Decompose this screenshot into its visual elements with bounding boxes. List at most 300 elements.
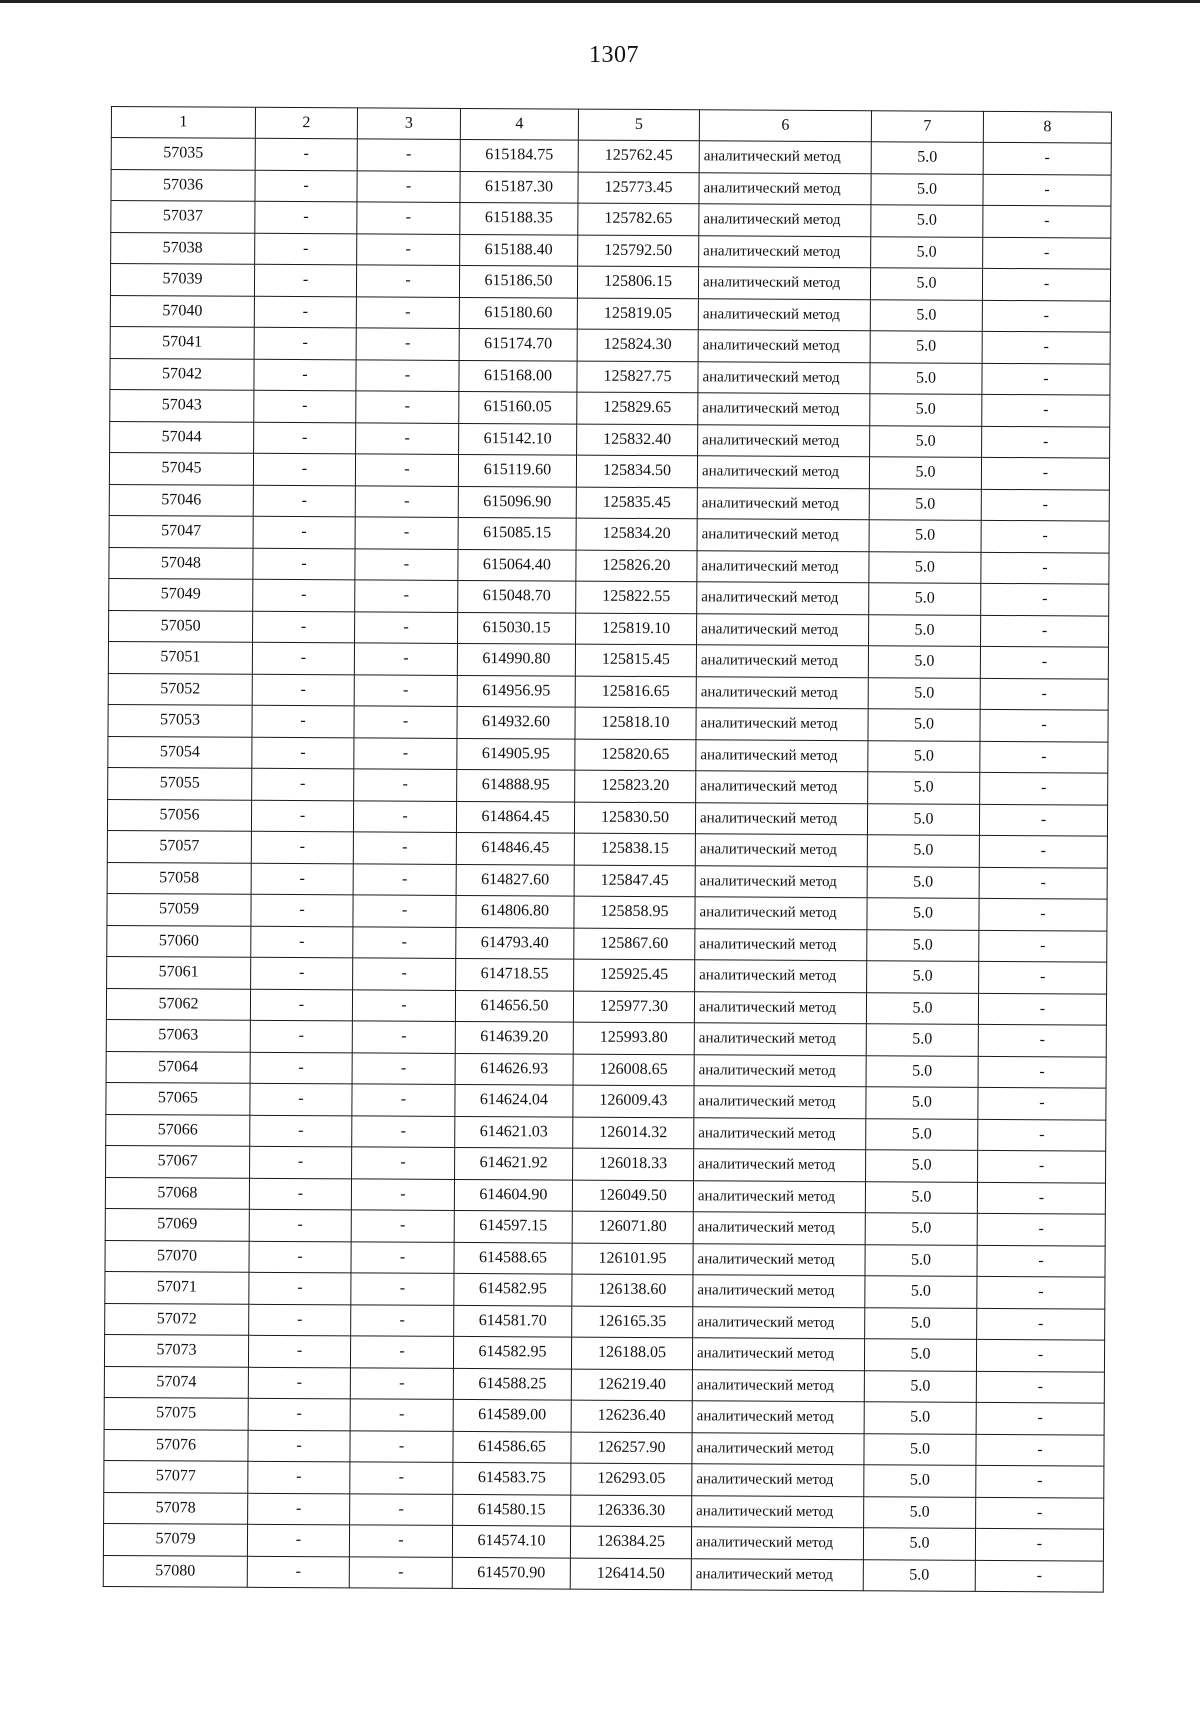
point-number-cell: 57057 (107, 830, 251, 862)
point-number-cell: 57070 (105, 1240, 249, 1272)
col8-cell: - (981, 457, 1109, 489)
point-number-cell: 57054 (108, 736, 252, 768)
col2-cell: - (252, 737, 354, 769)
column-header: 8 (983, 111, 1111, 143)
accuracy-cell: 5.0 (867, 803, 979, 835)
point-number-cell: 57051 (108, 641, 252, 673)
accuracy-cell: 5.0 (864, 1370, 976, 1402)
x-coordinate-cell: 614846.45 (456, 832, 574, 864)
point-number-cell: 57055 (108, 767, 252, 799)
x-coordinate-cell: 615096.90 (458, 486, 576, 518)
x-coordinate-cell: 614718.55 (456, 958, 574, 990)
point-number-cell: 57044 (110, 421, 254, 453)
col3-cell: - (354, 769, 457, 801)
col8-cell: - (982, 363, 1110, 395)
point-number-cell: 57063 (106, 1019, 250, 1051)
x-coordinate-cell: 614589.00 (453, 1399, 571, 1431)
point-number-cell: 57037 (111, 201, 255, 233)
y-coordinate-cell: 125858.95 (574, 896, 695, 928)
col3-cell: - (351, 1273, 454, 1305)
x-coordinate-cell: 615142.10 (459, 423, 577, 455)
method-cell: аналитический метод (695, 928, 867, 960)
point-number-cell: 57045 (109, 452, 253, 484)
col8-cell: - (978, 1024, 1106, 1056)
y-coordinate-cell: 125925.45 (574, 959, 695, 991)
col8-cell: - (982, 331, 1110, 363)
col2-cell: - (250, 1146, 352, 1178)
point-number-cell: 57068 (105, 1177, 249, 1209)
accuracy-cell: 5.0 (866, 1087, 978, 1119)
col2-cell: - (254, 359, 356, 391)
col2-cell: - (255, 201, 357, 233)
point-number-cell: 57053 (108, 704, 252, 736)
x-coordinate-cell: 614864.45 (456, 801, 574, 833)
col2-cell: - (248, 1493, 350, 1525)
accuracy-cell: 5.0 (870, 394, 982, 426)
accuracy-cell: 5.0 (871, 173, 983, 205)
col2-cell: - (251, 957, 353, 989)
point-number-cell: 57062 (106, 988, 250, 1020)
col2-cell: - (248, 1461, 350, 1493)
point-number-cell: 57079 (103, 1523, 247, 1555)
accuracy-cell: 5.0 (865, 1244, 977, 1276)
col8-cell: - (976, 1371, 1104, 1403)
col2-cell: - (247, 1556, 349, 1588)
col2-cell: - (248, 1398, 350, 1430)
point-number-cell: 57058 (107, 862, 251, 894)
y-coordinate-cell: 125782.65 (578, 203, 699, 235)
y-coordinate-cell: 125829.65 (577, 392, 698, 424)
point-number-cell: 57073 (104, 1334, 248, 1366)
accuracy-cell: 5.0 (867, 929, 979, 961)
point-number-cell: 57069 (105, 1208, 249, 1240)
y-coordinate-cell: 125867.60 (574, 928, 695, 960)
col8-cell: - (978, 1056, 1106, 1088)
x-coordinate-cell: 615174.70 (459, 328, 577, 360)
accuracy-cell: 5.0 (868, 709, 980, 741)
y-coordinate-cell: 125762.45 (578, 140, 699, 172)
accuracy-cell: 5.0 (870, 331, 982, 363)
x-coordinate-cell: 615085.15 (458, 517, 576, 549)
x-coordinate-cell: 615030.15 (458, 612, 576, 644)
col8-cell: - (976, 1402, 1104, 1434)
x-coordinate-cell: 614621.92 (455, 1147, 573, 1179)
y-coordinate-cell: 125822.55 (576, 581, 697, 613)
method-cell: аналитический метод (698, 330, 870, 362)
col2-cell: - (251, 800, 353, 832)
point-number-cell: 57047 (109, 515, 253, 547)
y-coordinate-cell: 125993.80 (573, 1022, 694, 1054)
accuracy-cell: 5.0 (871, 142, 983, 174)
table-row (103, 1555, 1103, 1592)
point-number-cell: 57052 (108, 673, 252, 705)
col2-cell: - (247, 1524, 349, 1556)
col8-cell: - (977, 1276, 1105, 1308)
method-cell: аналитический метод (692, 1464, 864, 1496)
col8-cell: - (977, 1213, 1105, 1245)
col3-cell: - (352, 1021, 455, 1053)
col2-cell: - (251, 863, 353, 895)
point-number-cell: 57075 (104, 1397, 248, 1429)
accuracy-cell: 5.0 (867, 866, 979, 898)
y-coordinate-cell: 126293.05 (571, 1463, 692, 1495)
x-coordinate-cell: 614586.65 (453, 1431, 571, 1463)
y-coordinate-cell: 125830.50 (574, 802, 695, 834)
y-coordinate-cell: 125977.30 (573, 991, 694, 1023)
point-number-cell: 57048 (109, 547, 253, 579)
col2-cell: - (254, 327, 356, 359)
col3-cell: - (356, 265, 459, 297)
point-number-cell: 57065 (106, 1082, 250, 1114)
y-coordinate-cell: 126236.40 (571, 1400, 692, 1432)
column-header: 7 (871, 111, 983, 143)
accuracy-cell: 5.0 (870, 362, 982, 394)
x-coordinate-cell: 614604.90 (454, 1179, 572, 1211)
accuracy-cell: 5.0 (868, 772, 980, 804)
table-body (103, 138, 1111, 1593)
col8-cell: - (982, 300, 1110, 332)
method-cell: аналитический метод (694, 1086, 866, 1118)
col8-cell: - (975, 1528, 1103, 1560)
method-cell: аналитический метод (698, 424, 870, 456)
y-coordinate-cell: 126257.90 (571, 1432, 692, 1464)
x-coordinate-cell: 614583.75 (453, 1462, 571, 1494)
col3-cell: - (352, 1084, 455, 1116)
method-cell: аналитический метод (699, 235, 871, 267)
point-number-cell: 57038 (111, 232, 255, 264)
col3-cell: - (354, 737, 457, 769)
y-coordinate-cell: 125819.10 (576, 613, 697, 645)
point-number-cell: 57066 (106, 1114, 250, 1146)
col8-cell: - (976, 1339, 1104, 1371)
col3-cell: - (352, 1052, 455, 1084)
method-cell: аналитический метод (699, 141, 871, 173)
method-cell: аналитический метод (696, 645, 868, 677)
col8-cell: - (978, 1119, 1106, 1151)
accuracy-cell: 5.0 (870, 268, 982, 300)
col3-cell: - (355, 611, 458, 643)
col3-cell: - (357, 139, 460, 171)
col3-cell: - (354, 643, 457, 675)
col2-cell: - (253, 516, 355, 548)
col8-cell: - (977, 1308, 1105, 1340)
col2-cell: - (249, 1304, 351, 1336)
method-cell: аналитический метод (692, 1401, 864, 1433)
col3-cell: - (350, 1336, 453, 1368)
col2-cell: - (249, 1178, 351, 1210)
col3-cell: - (354, 706, 457, 738)
method-cell: аналитический метод (694, 991, 866, 1023)
col3-cell: - (350, 1462, 453, 1494)
x-coordinate-cell: 614827.60 (456, 864, 574, 896)
col2-cell: - (248, 1367, 350, 1399)
col3-cell: - (353, 863, 456, 895)
y-coordinate-cell: 125818.10 (575, 707, 696, 739)
method-cell: аналитический метод (693, 1180, 865, 1212)
column-header: 4 (460, 108, 578, 140)
x-coordinate-cell: 614624.04 (455, 1084, 573, 1116)
y-coordinate-cell: 126018.33 (573, 1148, 694, 1180)
accuracy-cell: 5.0 (868, 646, 980, 678)
accuracy-cell: 5.0 (869, 488, 981, 520)
y-coordinate-cell: 126008.65 (573, 1054, 694, 1086)
col3-cell: - (357, 202, 460, 234)
y-coordinate-cell: 126219.40 (571, 1369, 692, 1401)
x-coordinate-cell: 614806.80 (456, 895, 574, 927)
y-coordinate-cell: 125816.65 (575, 676, 696, 708)
y-coordinate-cell: 125832.40 (577, 424, 698, 456)
method-cell: аналитический метод (697, 487, 869, 519)
y-coordinate-cell: 126049.50 (572, 1180, 693, 1212)
col8-cell: - (979, 835, 1107, 867)
column-header: 6 (699, 110, 871, 142)
y-coordinate-cell: 125773.45 (578, 172, 699, 204)
col3-cell: - (352, 1147, 455, 1179)
accuracy-cell: 5.0 (870, 425, 982, 457)
col3-cell: - (353, 926, 456, 958)
x-coordinate-cell: 614621.03 (455, 1116, 573, 1148)
y-coordinate-cell: 125847.45 (574, 865, 695, 897)
col2-cell: - (249, 1241, 351, 1273)
col2-cell: - (253, 548, 355, 580)
point-number-cell: 57042 (110, 358, 254, 390)
col2-cell: - (253, 485, 355, 517)
col2-cell: - (254, 390, 356, 422)
method-cell: аналитический метод (699, 172, 871, 204)
method-cell: аналитический метод (697, 613, 869, 645)
y-coordinate-cell: 125819.05 (577, 298, 698, 330)
point-number-cell: 57039 (110, 264, 254, 296)
col2-cell: - (253, 579, 355, 611)
col3-cell: - (350, 1493, 453, 1525)
col8-cell: - (981, 489, 1109, 521)
col2-cell: - (250, 1052, 352, 1084)
col8-cell: - (980, 615, 1108, 647)
col8-cell: - (980, 709, 1108, 741)
accuracy-cell: 5.0 (868, 614, 980, 646)
method-cell: аналитический метод (698, 298, 870, 330)
point-number-cell: 57072 (105, 1303, 249, 1335)
x-coordinate-cell: 614932.60 (457, 706, 575, 738)
accuracy-cell: 5.0 (867, 961, 979, 993)
accuracy-cell: 5.0 (864, 1465, 976, 1497)
y-coordinate-cell: 126188.05 (571, 1337, 692, 1369)
point-number-cell: 57078 (104, 1492, 248, 1524)
col8-cell: - (981, 583, 1109, 615)
point-number-cell: 57050 (109, 610, 253, 642)
col2-cell: - (249, 1272, 351, 1304)
coordinates-table (103, 106, 1112, 1593)
col2-cell: - (255, 138, 357, 170)
col3-cell: - (349, 1556, 452, 1588)
point-number-cell: 57046 (109, 484, 253, 516)
point-number-cell: 57040 (110, 295, 254, 327)
col8-cell: - (979, 898, 1107, 930)
accuracy-cell: 5.0 (865, 1213, 977, 1245)
method-cell: аналитический метод (698, 267, 870, 299)
accuracy-cell: 5.0 (864, 1433, 976, 1465)
accuracy-cell: 5.0 (864, 1496, 976, 1528)
accuracy-cell: 5.0 (869, 583, 981, 615)
col3-cell: - (350, 1430, 453, 1462)
accuracy-cell: 5.0 (863, 1528, 975, 1560)
col2-cell: - (255, 170, 357, 202)
col2-cell: - (252, 642, 354, 674)
point-number-cell: 57035 (111, 138, 255, 170)
col8-cell: - (979, 930, 1107, 962)
col2-cell: - (252, 705, 354, 737)
x-coordinate-cell: 614588.25 (453, 1368, 571, 1400)
x-coordinate-cell: 615160.05 (459, 391, 577, 423)
column-header: 2 (255, 107, 357, 139)
x-coordinate-cell: 614793.40 (456, 927, 574, 959)
accuracy-cell: 5.0 (867, 835, 979, 867)
accuracy-cell: 5.0 (865, 1276, 977, 1308)
method-cell: аналитический метод (694, 1117, 866, 1149)
col8-cell: - (980, 772, 1108, 804)
col2-cell: - (248, 1430, 350, 1462)
method-cell: аналитический метод (695, 834, 867, 866)
col3-cell: - (353, 895, 456, 927)
point-number-cell: 57059 (107, 893, 251, 925)
col3-cell: - (355, 454, 458, 486)
col8-cell: - (982, 426, 1110, 458)
col3-cell: - (352, 1115, 455, 1147)
col3-cell: - (351, 1304, 454, 1336)
x-coordinate-cell: 614888.95 (457, 769, 575, 801)
y-coordinate-cell: 126414.50 (570, 1558, 691, 1590)
accuracy-cell: 5.0 (869, 551, 981, 583)
col8-cell: - (980, 678, 1108, 710)
y-coordinate-cell: 125835.45 (576, 487, 697, 519)
accuracy-cell: 5.0 (871, 205, 983, 237)
x-coordinate-cell: 614990.80 (457, 643, 575, 675)
col2-cell: - (248, 1335, 350, 1367)
x-coordinate-cell: 615180.60 (459, 297, 577, 329)
accuracy-cell: 5.0 (864, 1339, 976, 1371)
col8-cell: - (976, 1497, 1104, 1529)
col8-cell: - (975, 1560, 1103, 1592)
y-coordinate-cell: 126009.43 (573, 1085, 694, 1117)
col2-cell: - (254, 296, 356, 328)
x-coordinate-cell: 614956.95 (457, 675, 575, 707)
col8-cell: - (978, 993, 1106, 1025)
col8-cell: - (978, 1087, 1106, 1119)
col3-cell: - (357, 233, 460, 265)
y-coordinate-cell: 126014.32 (573, 1117, 694, 1149)
point-number-cell: 57076 (104, 1429, 248, 1461)
col3-cell: - (349, 1525, 452, 1557)
x-coordinate-cell: 614588.65 (454, 1242, 572, 1274)
point-number-cell: 57061 (107, 956, 251, 988)
point-number-cell: 57071 (105, 1271, 249, 1303)
method-cell: аналитический метод (692, 1338, 864, 1370)
method-cell: аналитический метод (695, 960, 867, 992)
col8-cell: - (981, 520, 1109, 552)
col8-cell: - (979, 867, 1107, 899)
point-number-cell: 57080 (103, 1555, 247, 1587)
col3-cell: - (353, 832, 456, 864)
col3-cell: - (353, 800, 456, 832)
accuracy-cell: 5.0 (869, 520, 981, 552)
x-coordinate-cell: 615168.00 (459, 360, 577, 392)
col3-cell: - (356, 422, 459, 454)
x-coordinate-cell: 614582.95 (453, 1336, 571, 1368)
col8-cell: - (980, 646, 1108, 678)
x-coordinate-cell: 615184.75 (460, 139, 578, 171)
method-cell: аналитический метод (698, 361, 870, 393)
method-cell: аналитический метод (694, 1149, 866, 1181)
y-coordinate-cell: 125838.15 (574, 833, 695, 865)
x-coordinate-cell: 614574.10 (452, 1525, 570, 1557)
col3-cell: - (356, 296, 459, 328)
x-coordinate-cell: 614639.20 (455, 1021, 573, 1053)
method-cell: аналитический метод (693, 1275, 865, 1307)
method-cell: аналитический метод (692, 1369, 864, 1401)
y-coordinate-cell: 125820.65 (575, 739, 696, 771)
col3-cell: - (354, 674, 457, 706)
method-cell: аналитический метод (695, 802, 867, 834)
col8-cell: - (982, 268, 1110, 300)
point-number-cell: 57056 (107, 799, 251, 831)
method-cell: аналитический метод (694, 1023, 866, 1055)
col3-cell: - (350, 1399, 453, 1431)
y-coordinate-cell: 126336.30 (571, 1495, 692, 1527)
col8-cell: - (983, 142, 1111, 174)
y-coordinate-cell: 125792.50 (578, 235, 699, 267)
method-cell: аналитический метод (696, 739, 868, 771)
y-coordinate-cell: 125834.20 (576, 518, 697, 550)
x-coordinate-cell: 615119.60 (458, 454, 576, 486)
accuracy-cell: 5.0 (866, 1118, 978, 1150)
col8-cell: - (981, 552, 1109, 584)
col2-cell: - (250, 989, 352, 1021)
col2-cell: - (255, 233, 357, 265)
y-coordinate-cell: 125815.45 (575, 644, 696, 676)
method-cell: аналитический метод (698, 393, 870, 425)
method-cell: аналитический метод (697, 550, 869, 582)
accuracy-cell: 5.0 (865, 1307, 977, 1339)
method-cell: аналитический метод (693, 1243, 865, 1275)
col8-cell: - (982, 394, 1110, 426)
col2-cell: - (251, 831, 353, 863)
y-coordinate-cell: 126071.80 (572, 1211, 693, 1243)
y-coordinate-cell: 126101.95 (572, 1243, 693, 1275)
col8-cell: - (979, 804, 1107, 836)
accuracy-cell: 5.0 (866, 1024, 978, 1056)
col8-cell: - (977, 1182, 1105, 1214)
col2-cell: - (254, 422, 356, 454)
col2-cell: - (250, 1083, 352, 1115)
x-coordinate-cell: 615186.50 (459, 265, 577, 297)
y-coordinate-cell: 125827.75 (577, 361, 698, 393)
point-number-cell: 57043 (110, 389, 254, 421)
x-coordinate-cell: 614570.90 (452, 1557, 570, 1589)
x-coordinate-cell: 614582.95 (454, 1273, 572, 1305)
page-top-border (0, 0, 1200, 3)
method-cell: аналитический метод (694, 1054, 866, 1086)
y-coordinate-cell: 125824.30 (577, 329, 698, 361)
method-cell: аналитический метод (699, 204, 871, 236)
point-number-cell: 57074 (104, 1366, 248, 1398)
x-coordinate-cell: 615187.30 (460, 171, 578, 203)
col3-cell: - (357, 170, 460, 202)
col2-cell: - (252, 768, 354, 800)
col8-cell: - (976, 1434, 1104, 1466)
x-coordinate-cell: 614626.93 (455, 1053, 573, 1085)
col8-cell: - (978, 1150, 1106, 1182)
x-coordinate-cell: 615188.40 (460, 234, 578, 266)
